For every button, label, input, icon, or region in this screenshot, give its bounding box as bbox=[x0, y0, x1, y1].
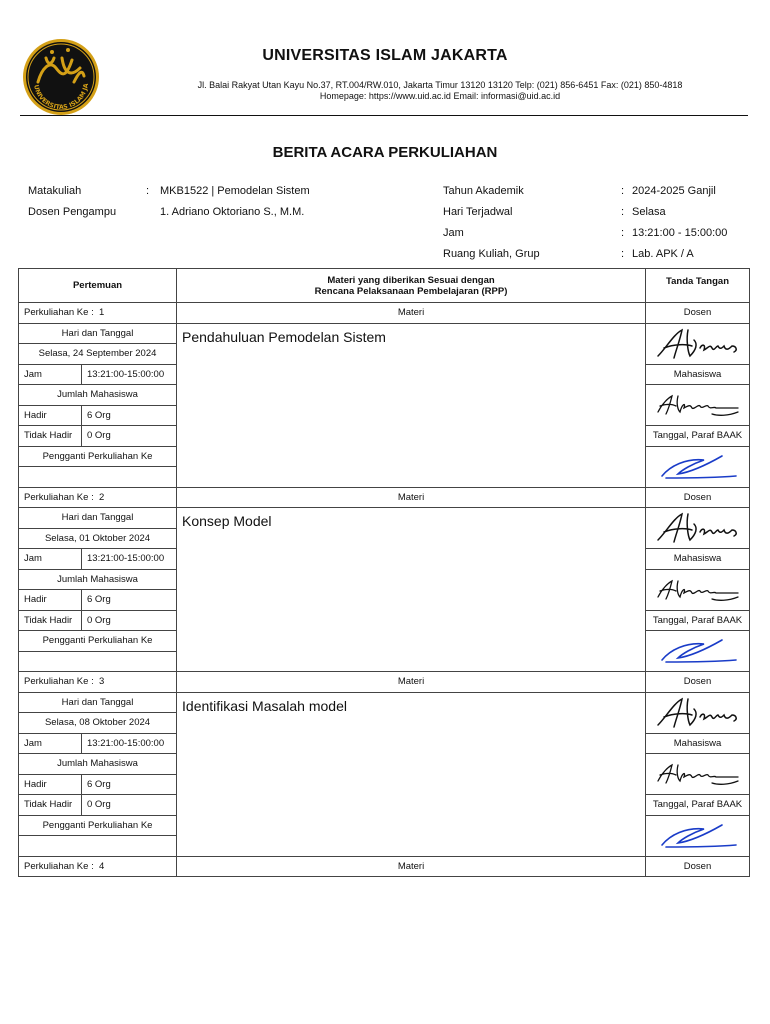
colon: : bbox=[621, 206, 625, 218]
perkuliahan-ke-cell bbox=[19, 672, 177, 693]
jumlah-mahasiswa-label: Jumlah Mahasiswa bbox=[19, 385, 177, 406]
jumlah-mahasiswa-label: Jumlah Mahasiswa bbox=[19, 569, 177, 590]
session-number: 2 bbox=[99, 491, 105, 503]
jam-value: 13:21:00 - 15:00:00 bbox=[632, 227, 728, 239]
session-3-materi: Identifikasi Masalah model bbox=[177, 692, 646, 856]
baak-paraf-icon bbox=[652, 634, 744, 668]
session-number: 3 bbox=[99, 676, 105, 688]
baak-paraf bbox=[646, 446, 750, 487]
dosen-signature-icon bbox=[652, 326, 744, 362]
hari-tanggal-label: Hari dan Tanggal bbox=[19, 323, 177, 344]
jam-value: 13:21:00-15:00:00 bbox=[82, 364, 177, 385]
header-divider bbox=[20, 115, 748, 116]
session-2-materi: Konsep Model bbox=[177, 508, 646, 672]
perkuliahan-ke-label: Perkuliahan Ke : bbox=[24, 676, 94, 688]
colon: : bbox=[146, 185, 150, 197]
lecture-table bbox=[18, 268, 750, 877]
session-1-materi: Pendahuluan Pemodelan Sistem bbox=[177, 323, 646, 487]
perkuliahan-ke-cell bbox=[19, 487, 177, 508]
baak-paraf bbox=[646, 815, 750, 856]
materi-header-line2: Rencana Pelaksanaan Pembelajaran (RPP) bbox=[314, 285, 508, 297]
dosen-signature bbox=[646, 692, 750, 733]
baak-paraf-icon bbox=[652, 819, 744, 853]
university-address bbox=[110, 80, 770, 102]
mahasiswa-signature-icon bbox=[652, 759, 744, 789]
hadir-value: 6 Org bbox=[82, 405, 177, 426]
hadir-label: Hadir bbox=[19, 405, 82, 426]
hadir-value: 6 Org bbox=[82, 590, 177, 611]
pengganti-label: Pengganti Perkuliahan Ke bbox=[19, 446, 177, 467]
tidak-hadir-value: 0 Org bbox=[82, 426, 177, 447]
session-4-heading-row bbox=[19, 856, 750, 877]
dosen-value: 1. Adriano Oktoriano S., M.M. bbox=[160, 206, 305, 218]
homepage-line: Homepage: https://www.uid.ac.id Email: informasi@uid.ac.id bbox=[319, 91, 561, 101]
hari-tanggal-label: Hari dan Tanggal bbox=[19, 508, 177, 529]
jumlah-mahasiswa-label: Jumlah Mahasiswa bbox=[19, 754, 177, 775]
perkuliahan-ke-label: Perkuliahan Ke : bbox=[24, 491, 94, 503]
tanggal-paraf-label: Tanggal, Paraf BAAK bbox=[646, 610, 750, 631]
materi-header-line1: Materi yang diberikan Sesuai dengan bbox=[327, 274, 495, 286]
tahun-label: Tahun Akademik bbox=[443, 185, 524, 197]
pengganti-label: Pengganti Perkuliahan Ke bbox=[19, 631, 177, 652]
baak-paraf-icon bbox=[652, 450, 744, 484]
mahasiswa-signature bbox=[646, 569, 750, 610]
jam-label: Jam bbox=[19, 364, 82, 385]
pengganti-label: Pengganti Perkuliahan Ke bbox=[19, 815, 177, 836]
tanggal-paraf-label: Tanggal, Paraf BAAK bbox=[646, 795, 750, 816]
dosen-label: Dosen bbox=[646, 672, 750, 693]
perkuliahan-ke-cell bbox=[19, 303, 177, 324]
mahasiswa-signature-icon bbox=[652, 390, 744, 420]
svg-text:UNIVERSITAS ISLAM JAKARTA: UNIVERSITAS ISLAM JA bbox=[32, 83, 91, 112]
session-3-heading-row bbox=[19, 672, 750, 693]
hadir-label: Hadir bbox=[19, 590, 82, 611]
colon: : bbox=[621, 248, 625, 260]
dosen-signature-icon bbox=[652, 510, 744, 546]
pengganti-value bbox=[19, 651, 177, 672]
jam-value: 13:21:00-15:00:00 bbox=[82, 733, 177, 754]
pengganti-value bbox=[19, 836, 177, 857]
jam-label: Jam bbox=[19, 549, 82, 570]
materi-header bbox=[177, 269, 646, 303]
mahasiswa-signature-icon bbox=[652, 575, 744, 605]
perkuliahan-ke-label: Perkuliahan Ke : bbox=[24, 307, 94, 319]
materi-label: Materi bbox=[177, 672, 646, 693]
mahasiswa-signature bbox=[646, 754, 750, 795]
dosen-label: Dosen Pengampu bbox=[28, 206, 117, 218]
tanggal-value: Selasa, 24 September 2024 bbox=[19, 344, 177, 365]
materi-label: Materi bbox=[177, 487, 646, 508]
university-name: UNIVERSITAS ISLAM JAKARTA bbox=[262, 47, 508, 64]
tidak-hadir-value: 0 Org bbox=[82, 795, 177, 816]
ruang-label: Ruang Kuliah, Grup bbox=[443, 248, 540, 260]
dosen-label: Dosen bbox=[646, 487, 750, 508]
address-line: Jl. Balai Rakyat Utan Kayu No.37, RT.004/RW.010, Jakarta Timur 13120 13120 Telp: (021) 856-6451 Fax: (021) 850-4818 bbox=[197, 80, 683, 90]
colon: : bbox=[621, 227, 625, 239]
colon: : bbox=[621, 185, 625, 197]
mahasiswa-label: Mahasiswa bbox=[646, 549, 750, 570]
tahun-value: 2024-2025 Ganjil bbox=[632, 185, 716, 197]
ruang-value: Lab. APK / A bbox=[632, 248, 694, 260]
hari-tanggal-label: Hari dan Tanggal bbox=[19, 692, 177, 713]
matakuliah-label: Matakuliah bbox=[28, 185, 82, 197]
hari-label: Hari Terjadwal bbox=[443, 206, 513, 218]
tidak-hadir-label: Tidak Hadir bbox=[19, 426, 82, 447]
tanggal-value: Selasa, 08 Oktober 2024 bbox=[19, 713, 177, 734]
tanda-tangan-header: Tanda Tangan bbox=[646, 269, 750, 303]
dosen-signature-icon bbox=[652, 695, 744, 731]
pertemuan-header: Pertemuan bbox=[19, 269, 177, 303]
materi-label: Materi bbox=[177, 303, 646, 324]
hadir-value: 6 Org bbox=[82, 774, 177, 795]
jam-label: Jam bbox=[443, 227, 464, 239]
pengganti-value bbox=[19, 467, 177, 488]
perkuliahan-ke-label: Perkuliahan Ke : bbox=[24, 860, 94, 872]
matakuliah-value: MKB1522 | Pemodelan Sistem bbox=[160, 185, 310, 197]
hadir-label: Hadir bbox=[19, 774, 82, 795]
jam-value: 13:21:00-15:00:00 bbox=[82, 549, 177, 570]
tanggal-value: Selasa, 01 Oktober 2024 bbox=[19, 528, 177, 549]
mahasiswa-label: Mahasiswa bbox=[646, 733, 750, 754]
document-title: BERITA ACARA PERKULIAHAN bbox=[272, 144, 498, 161]
perkuliahan-ke-cell bbox=[19, 856, 177, 877]
hari-value: Selasa bbox=[632, 206, 666, 218]
dosen-signature bbox=[646, 508, 750, 549]
dosen-label: Dosen bbox=[646, 856, 750, 877]
session-number: 1 bbox=[99, 307, 105, 319]
session-2-heading-row bbox=[19, 487, 750, 508]
jam-label: Jam bbox=[19, 733, 82, 754]
tidak-hadir-value: 0 Org bbox=[82, 610, 177, 631]
mahasiswa-label: Mahasiswa bbox=[646, 364, 750, 385]
session-1-heading-row bbox=[19, 303, 750, 324]
materi-label: Materi bbox=[177, 856, 646, 877]
baak-paraf bbox=[646, 631, 750, 672]
tidak-hadir-label: Tidak Hadir bbox=[19, 610, 82, 631]
tidak-hadir-label: Tidak Hadir bbox=[19, 795, 82, 816]
session-number: 4 bbox=[99, 860, 105, 872]
mahasiswa-signature bbox=[646, 385, 750, 426]
dosen-label: Dosen bbox=[646, 303, 750, 324]
tanggal-paraf-label: Tanggal, Paraf BAAK bbox=[646, 426, 750, 447]
dosen-signature bbox=[646, 323, 750, 364]
table-header-row bbox=[19, 269, 750, 303]
